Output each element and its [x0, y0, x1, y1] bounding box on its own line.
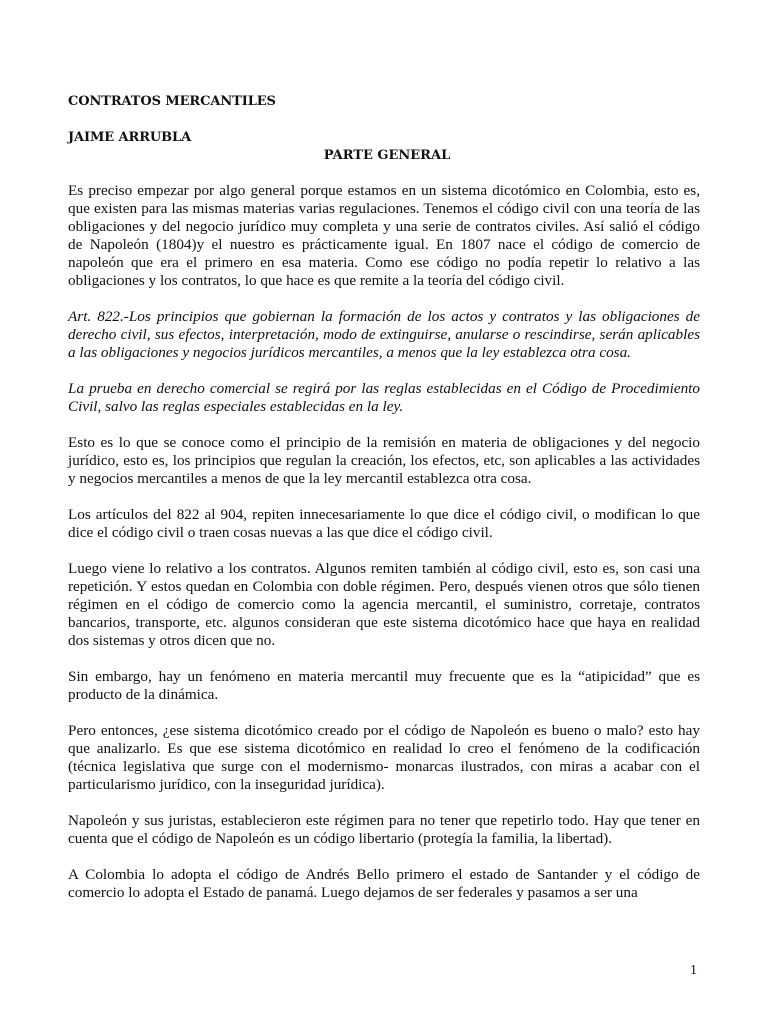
paragraph-articulos: Los artículos del 822 al 904, repiten innecesariamente lo que dice el código civil, o modifican lo que dice el código civil o traen cosas nuevas a las que dice el código civil. — [68, 506, 700, 541]
document-page — [68, 93, 700, 920]
section-heading: PARTE GENERAL — [323, 148, 451, 163]
paragraph-colombia: A Colombia lo adopta el código de Andrés Bello primero el estado de Santander y el código de comercio lo adopta el Estado de panamá. Luego dejamos de ser federales y pasamos a ser una — [68, 866, 700, 901]
paragraph-article-822: Art. 822.-Los principios que gobiernan la formación de los actos y contratos y las obligaciones de derecho civil, sus efectos, interpretación, modo de extinguirse, anularse o rescindirse, serán aplicables a las obligaciones y negocios jurídicos mercantiles, a menos que la ley establezca otra cosa. — [68, 308, 700, 361]
paragraph-prueba: La prueba en derecho comercial se regirá por las reglas establecidas en el Código de Procedimiento Civil, salvo las reglas especiales establecidas en la ley. — [68, 380, 700, 415]
paragraph-sistema-dicotomico: Pero entonces, ¿ese sistema dicotómico creado por el código de Napoleón es bueno o malo? esto hay que analizarlo. Es que ese sistema dicotómico en realidad lo creo el fenómeno de la codificación (técnica legislativa que surge con el modernismo- monarcas ilustrados, con miras a acabar con el particularismo jurídico, con la inseguridad jurídica). — [68, 722, 700, 793]
paragraph-intro: Es preciso empezar por algo general porque estamos en un sistema dicotómico en Colombia, esto es, que existen para las mismas materias varias regulaciones. Tenemos el código civil con una teoría de las obligaciones y del negocio jurídico muy completa y una serie de contratos civiles. Así salió el código de Napoleón (1804)y el nuestro es prácticamente igual. En 1807 nace el código de comercio de napoleón que era el primero en esa materia. Como ese código no podía repetir lo relativo a las obligaciones y los contratos, lo que hace es que remite a la teoría del código civil. — [68, 182, 700, 289]
paragraph-napoleon: Napoleón y sus juristas, establecieron este régimen para no tener que repetirlo todo. Hay que tener en cuenta que el código de Napoleón es un código libertario (protegía la familia, la libertad). — [68, 812, 700, 847]
page-number: 1 — [690, 963, 697, 978]
document-author: JAIME ARRUBLA — [68, 130, 192, 145]
paragraph-remision: Esto es lo que se conoce como el principio de la remisión en materia de obligaciones y del negocio jurídico, esto es, los principios que regulan la creación, los efectos, etc, son aplicables a las actividades y negocios mercantiles a menos de que la ley mercantil establezca otra cosa. — [68, 434, 700, 487]
paragraph-atipicidad: Sin embargo, hay un fenómeno en materia mercantil muy frecuente que es la “atipicidad” que es producto de la dinámica. — [68, 668, 700, 703]
paragraph-contratos: Luego viene lo relativo a los contratos. Algunos remiten también al código civil, esto es, son casi una repetición. Y estos quedan en Colombia con doble régimen. Pero, después vienen otros que sólo tienen régimen en el código de comercio como la agencia mercantil, el suministro, corretaje, contratos bancarios, transporte, etc. algunos consideran que este sistema dicotómico hace que haya en realidad dos sistemas y otros dicen que no. — [68, 560, 700, 649]
document-title: CONTRATOS MERCANTILES — [68, 94, 276, 109]
